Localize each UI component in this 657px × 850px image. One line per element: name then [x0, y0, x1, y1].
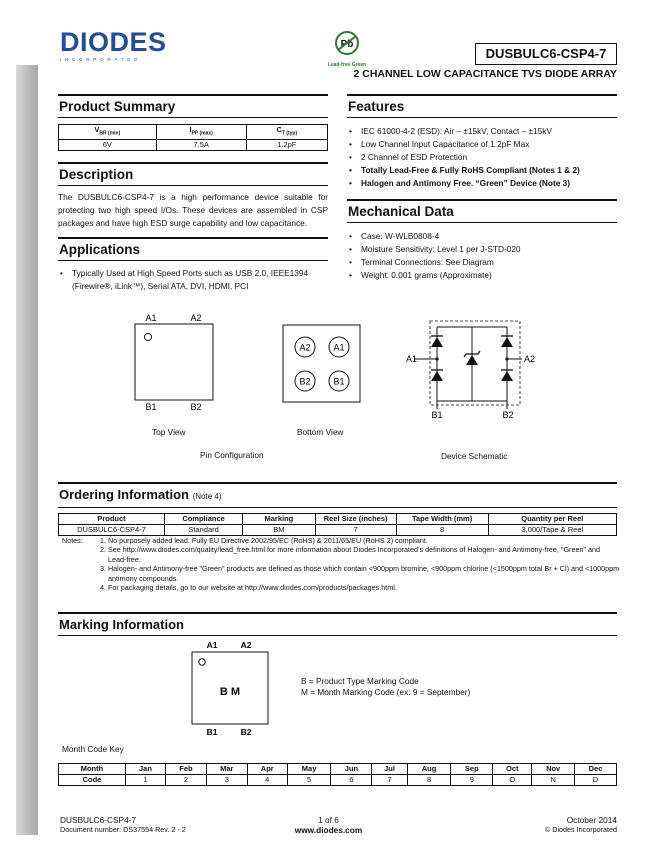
code-cell: O	[493, 775, 532, 786]
website-link[interactable]: www.diodes.com	[294, 825, 363, 835]
marking-drawing	[188, 638, 272, 738]
document-subtitle: 2 CHANNEL LOW CAPACITANCE TVS DIODE ARRAY	[353, 68, 617, 80]
list-item: • 2 Channel of ESD Protection	[347, 151, 617, 164]
list-item: • Halogen and Antimony Free. “Green” Device (Note 3)	[347, 177, 617, 190]
svg-text:B1: B1	[206, 727, 218, 737]
list-item: • IEC 61000-4-2 (ESD): Air – ±15kV, Contact – ±15kV	[347, 125, 617, 138]
side-banner	[16, 65, 56, 835]
list-item: • Low Channel Input Capacitance of 1.2pF Max	[347, 138, 617, 151]
applications-heading: Applications	[58, 237, 328, 261]
svg-text:A1: A1	[333, 342, 345, 353]
code-cell: 5	[287, 775, 331, 786]
list-item: • Totally Lead-Free & Fully RoHS Compliant (Notes 1 & 2)	[347, 164, 617, 177]
svg-text:B2: B2	[240, 727, 252, 737]
svg-text:B1: B1	[145, 402, 157, 412]
code-cell: 6	[331, 775, 372, 786]
code-cell: D	[575, 775, 617, 786]
code-cell: 9	[451, 775, 493, 786]
mechanical-list	[347, 230, 617, 282]
footer-center: 1 of 6 www.diodes.com	[0, 815, 657, 835]
features-heading: Features	[347, 94, 617, 118]
svg-text:B M: B M	[219, 686, 241, 698]
mechanical-heading: Mechanical Data	[347, 199, 617, 223]
vbr-header: $V_{BR (min)}$	[59, 125, 157, 140]
month-cell: Jun	[331, 764, 372, 775]
part-number-box: DUSBULC6-CSP4-7	[475, 43, 617, 65]
svg-text:Pb: Pb	[340, 39, 354, 50]
note-4: 4. For packaging details, go to our website at http://www.diodes.com/products/packages.html.	[100, 583, 397, 593]
ipp-value: 7.5A	[156, 139, 246, 150]
diodes-logo: DIODES INCORPORATED	[60, 27, 167, 62]
applications-list	[58, 267, 328, 293]
top-view-drawing	[130, 312, 220, 412]
top-view-caption: Top View	[152, 427, 186, 437]
svg-text:A2: A2	[299, 342, 311, 353]
code-cell: 8	[407, 775, 451, 786]
month-cell: Apr	[247, 764, 287, 775]
month-cell: Jan	[125, 764, 165, 775]
product-summary-heading: Product Summary	[58, 94, 328, 118]
description-text: The DUSBULC6-CSP4-7 is a high performance device suitable for protecting two high speed I/Os. These devices are assembled in CSP packages and have high ESD surge capability and low capacitance.	[58, 191, 328, 228]
pin-config-caption: Pin Configuration	[200, 450, 264, 460]
ordering-section	[58, 482, 617, 536]
marking-section	[58, 612, 617, 636]
month-code-key-label: Month Code Key	[62, 744, 124, 754]
month-cell: Jul	[372, 764, 407, 775]
notes-label: Notes:	[62, 536, 83, 545]
code-cell: 2	[165, 775, 206, 786]
ipp-header: $I_{PP (max)}$	[156, 125, 246, 140]
ordering-heading: Ordering Information (Note 4)	[58, 482, 617, 508]
description-heading: Description	[58, 162, 328, 186]
month-cell: Mar	[206, 764, 247, 775]
svg-text:A2: A2	[190, 313, 202, 323]
code-cell: 7	[372, 775, 407, 786]
note-2: 2. See http://www.diodes.com/quality/lead_free.html for more information about Diodes Incorporated’s definitions of Halogen- and Antimony-free, "Green" and Lead-free.	[100, 545, 600, 564]
list-item: • Case: W-WLB0808-4	[347, 230, 617, 243]
list-item: • Typically Used at High Speed Ports such as USB 2.0, IEEE1394 (Firewire®, iLink™), Serial ATA, DVI, HDMI, PCI	[58, 267, 328, 293]
product-summary-table	[58, 124, 328, 151]
svg-text:B2: B2	[190, 402, 202, 412]
bottom-view-caption: Bottom View	[297, 427, 344, 437]
ordering-table: Product Compliance Marking Reel Size (inches) Tape Width (mm) Quantity per Reel DUSBULC6-CSP4-7 Standard BM 7 8 3,000/Tape & Reel	[58, 513, 617, 536]
month-code-table: Month Jan Feb Mar Apr May Jun Jul Aug Sep Oct Nov Dec Code 1 2 3 4 5 6 7 8 9 O N D	[58, 763, 617, 786]
note-1: 1. No purposely added lead. Fully EU Directive 2002/95/EC (RoHS) & 2011/65/EU (RoHS 2) compliant.	[100, 536, 428, 545]
marking-legend: B = Product Type Marking Code M = Month Marking Code (ex: 9 = September)	[301, 676, 471, 697]
code-cell: 1	[125, 775, 165, 786]
table-row: DUSBULC6-CSP4-7 Standard BM 7 8 3,000/Tape & Reel	[59, 525, 617, 536]
month-cell: May	[287, 764, 331, 775]
device-schematic	[400, 315, 550, 420]
ct-value: 1.2pF	[246, 139, 327, 150]
svg-text:A2: A2	[240, 640, 252, 650]
footer-left: DUSBULC6-CSP4-7 Document number: DS37554 Rev. 2 - 2	[60, 815, 186, 834]
right-column	[347, 94, 617, 282]
svg-text:B2: B2	[502, 410, 514, 420]
list-item: • Moisture Sensitivity: Level 1 per J-STD-020	[347, 243, 617, 256]
month-cell: Feb	[165, 764, 206, 775]
note-3: 3. Halogen- and Antimony-free "Green" products are defined as those which contain <900ppm bromine, <900ppm chlorine (<1500ppm total Br + Cl) and <1000ppm antimony compounds.	[100, 564, 620, 583]
lead-free-badge: Pb Lead-free Green	[322, 30, 372, 68]
svg-text:A1: A1	[406, 354, 418, 364]
svg-text:A1: A1	[145, 313, 157, 323]
svg-text:B1: B1	[333, 376, 345, 387]
svg-text:A1: A1	[206, 640, 218, 650]
marking-heading: Marking Information	[58, 612, 617, 636]
svg-text:A2: A2	[524, 354, 536, 364]
month-cell: Aug	[407, 764, 451, 775]
features-list	[347, 125, 617, 190]
list-item: • Weight: 0.001 grams (Approximate)	[347, 269, 617, 282]
svg-text:B1: B1	[431, 410, 443, 420]
code-cell: 4	[247, 775, 287, 786]
vbr-value: 6V	[59, 139, 157, 150]
side-banner-text: NEW PRODUCT	[42, 226, 56, 337]
list-item: • Terminal Connections: See Diagram	[347, 256, 617, 269]
lead-free-icon	[334, 30, 360, 56]
device-schematic-caption: Device Schematic	[441, 451, 508, 461]
ct-header: $C_{T (typ)}$	[246, 125, 327, 140]
code-cell: N	[532, 775, 575, 786]
notes-list	[100, 536, 620, 592]
code-cell: 3	[206, 775, 247, 786]
month-cell: Nov	[532, 764, 575, 775]
month-cell: Dec	[575, 764, 617, 775]
footer-right: October 2014 © Diodes Incorporated	[544, 815, 617, 834]
month-cell: Oct	[493, 764, 532, 775]
month-cell: Sep	[451, 764, 493, 775]
left-column	[58, 94, 328, 293]
svg-text:B2: B2	[299, 376, 311, 387]
bottom-view-drawing	[280, 322, 364, 406]
